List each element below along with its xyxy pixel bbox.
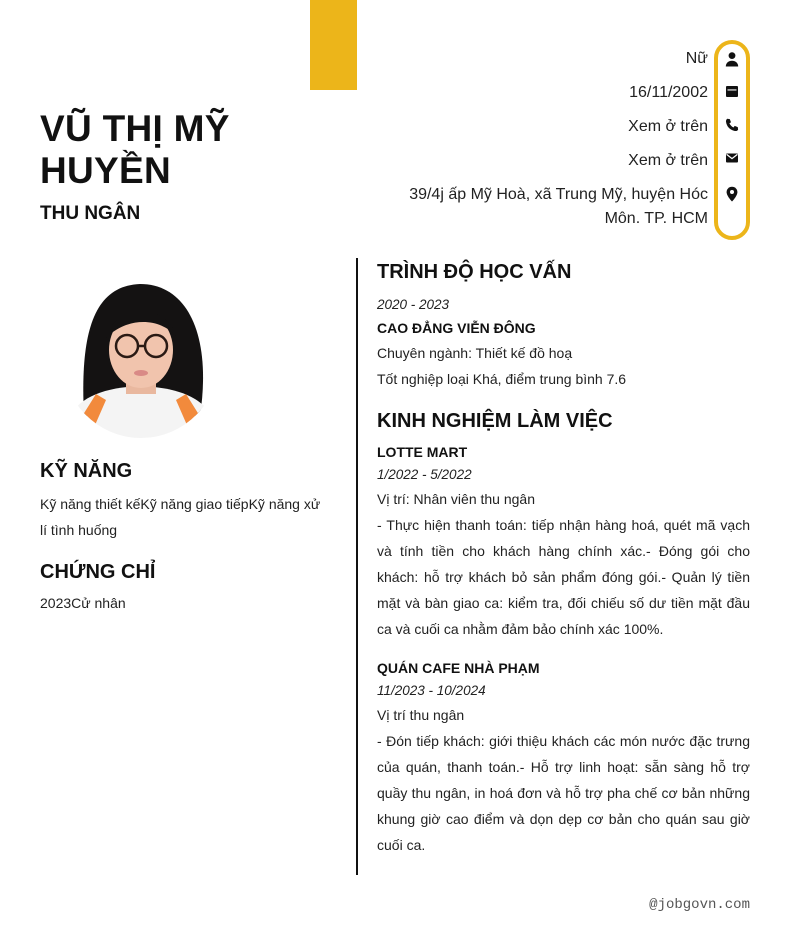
education-heading: TRÌNH ĐỘ HỌC VẤN — [377, 261, 572, 283]
location-icon — [724, 186, 740, 202]
company-name: LOTTE MART — [377, 444, 468, 460]
education-date: 2020 - 2023 — [377, 297, 450, 312]
candidate-name: VŨ THỊ MỸ HUYỀN — [40, 108, 230, 191]
address-value — [378, 178, 708, 231]
person-icon — [724, 51, 740, 67]
experience-heading: KINH NGHIỆM LÀM VIỆC — [377, 410, 613, 432]
certificates-heading: CHỨNG CHỈ — [40, 561, 156, 583]
company-name: QUÁN CAFE NHÀ PHẠM — [377, 660, 540, 676]
education-result: Tốt nghiệp loại Khá, điểm trung bình 7.6 — [377, 371, 627, 387]
experience-item — [377, 658, 750, 858]
certificates-text: 2023Cử nhân — [40, 595, 126, 611]
left-column — [40, 460, 330, 616]
gender-value: Nữ — [685, 50, 708, 67]
job-description: - Thực hiện thanh toán: tiếp nhận hàng hoá, quét mã vạch và tính tiền cho khách hàng chính xác.- Đóng gói cho khách: hỗ trợ khách bỏ sản phẩm đóng gói.- Quản lý tiền mặt và bàn giao ca: kiểm tra, đối chiếu số dư tiền mặt đầu ca và cuối ca nhằm đảm bảo chính xác 100%. — [377, 517, 750, 637]
experience-item — [377, 442, 750, 642]
job-description: - Đón tiếp khách: giới thiệu khách các món nước đặc trưng của quán, thanh toán.- Hỗ trợ linh hoạt: sẵn sàng hỗ trợ quầy thu ngân, in hoá đơn và hỗ trợ pha chế cơ bản những khung giờ cao điểm và dọn dẹp cơ bản cho quán sau giờ cuối ca. — [377, 733, 750, 853]
skills-heading: KỸ NĂNG — [40, 460, 133, 482]
contact-info — [378, 42, 708, 231]
job-date: 11/2023 - 10/2024 — [377, 683, 486, 698]
phone-value: Xem ở trên — [628, 118, 708, 135]
calendar-icon — [724, 83, 740, 99]
job-title: THU NGÂN — [40, 203, 141, 224]
profile-photo — [62, 276, 220, 438]
mail-icon — [724, 150, 740, 166]
job-position: Vị trí: Nhân viên thu ngân — [377, 491, 535, 507]
job-position: Vị trí thu ngân — [377, 707, 465, 723]
right-column — [377, 258, 750, 858]
skills-text: Kỹ năng thiết kếKỹ năng giao tiếpKỹ năng xử lí tình huống — [40, 496, 321, 538]
email-value: Xem ở trên — [628, 152, 708, 169]
phone-icon — [724, 117, 740, 133]
address-line-1: 39/4j ấp Mỹ Hoà, xã Trung Mỹ, huyện Hóc — [409, 186, 708, 203]
birthday-value: 16/11/2002 — [629, 84, 708, 101]
column-divider — [356, 258, 358, 875]
accent-bar — [310, 0, 357, 90]
watermark: @jobgovn.com — [649, 897, 750, 913]
address-line-2: Môn. TP. HCM — [604, 210, 708, 227]
school-name: CAO ĐẲNG VIỄN ĐÔNG — [377, 320, 536, 336]
job-date: 1/2022 - 5/2022 — [377, 467, 472, 482]
education-major: Chuyên ngành: Thiết kế đồ hoạ — [377, 345, 573, 361]
contact-icon-strip — [714, 40, 750, 240]
